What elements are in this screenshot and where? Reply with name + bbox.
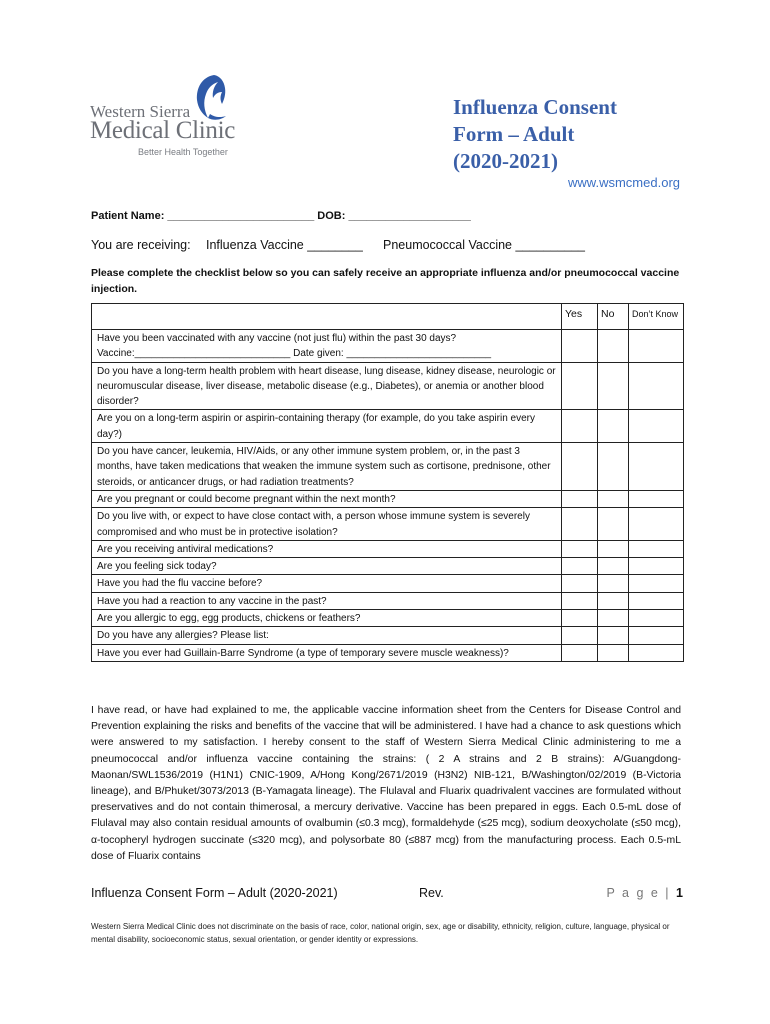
answer-dont-know-cell[interactable] xyxy=(629,592,684,609)
table-row xyxy=(92,627,684,644)
question-text: Do you have a long-term health problem with heart disease, lung disease, kidney disease, neurologic or neuromuscular disease, liver disease, metabolic disease (e.g., Diabetes), or anemia or another blood disorder? xyxy=(97,365,556,408)
form-title xyxy=(453,94,617,175)
question-cell xyxy=(92,558,562,575)
answer-dont-know-cell[interactable] xyxy=(629,575,684,592)
table-row xyxy=(92,490,684,507)
question-text: Are you on a long-term aspirin or aspirin-containing therapy (for example, do you take aspirin every day?) xyxy=(97,413,535,440)
clinic-logo xyxy=(90,74,250,164)
answer-no-cell[interactable] xyxy=(598,575,629,592)
answer-no-cell[interactable] xyxy=(598,540,629,557)
answer-no-cell[interactable] xyxy=(598,627,629,644)
answer-yes-cell[interactable] xyxy=(562,362,598,410)
answer-dont-know-cell[interactable] xyxy=(629,627,684,644)
header-dont-know: Don’t Know xyxy=(629,304,684,330)
question-text: Are you allergic to egg, egg products, chickens or feathers? xyxy=(97,613,361,625)
question-cell xyxy=(92,540,562,557)
header-question xyxy=(92,304,562,330)
answer-dont-know-cell[interactable] xyxy=(629,644,684,661)
question-text: Do you live with, or expect to have close contact with, a person whose immune system is severely compromised and who must be in protective isolation? xyxy=(97,511,530,538)
question-cell xyxy=(92,508,562,541)
answer-yes-cell[interactable] xyxy=(562,644,598,661)
answer-yes-cell[interactable] xyxy=(562,508,598,541)
answer-no-cell[interactable] xyxy=(598,362,629,410)
answer-dont-know-cell[interactable] xyxy=(629,330,684,363)
question-cell xyxy=(92,490,562,507)
logo-line-1: Western Sierra xyxy=(90,102,191,121)
answer-yes-cell[interactable] xyxy=(562,575,598,592)
receiving-row xyxy=(91,238,585,252)
table-row xyxy=(92,508,684,541)
answer-yes-cell[interactable] xyxy=(562,443,598,491)
answer-yes-cell[interactable] xyxy=(562,410,598,443)
answer-yes-cell[interactable] xyxy=(562,610,598,627)
answer-yes-cell[interactable] xyxy=(562,540,598,557)
question-text: Do you have cancer, leukemia, HIV/Aids, or any other immune system problem, or, in the past 3 months, have taken medications that weaken the immune system such as cortisone, prednisone, other steroids, or anticancer drugs, or had radiation treatments? xyxy=(97,446,551,488)
consent-statement: I have read, or have had explained to me, the applicable vaccine information sheet from the Centers for Disease Control and Prevention explaining the risks and benefits of the vaccine that will be administered. I have had a chance to ask questions which were answered to my satisfaction. I hereby consent to the staff of Western Sierra Medical Clinic administering to me a pneumococcal and/or influenza vaccine containing the strains: ( 2 A strains and 2 B strains): A/Guangdong-Maonan/SWL1536/2019 (H1N1) CNIC-1909, A/Hong Kong/2671/2019 (H3N2) NIB-121, B/Washington/02/2019 (B-Victoria lineage), and B/Phuket/3073/2013 (B-Yamagata lineage). The Flulaval and Fluarix quadrivalent vaccines are formulated without preservatives and do not contain thimerosal, a mercury derivative. Vaccine has been prepared in eggs. Each 0.5-mL dose of Flulaval may also contain residual amounts of ovalbumin (≤0.3 mcg), formaldehyde (≤25 mcg), sodium deoxycholate (≤50 mcg), α-tocopheryl hydrogen succinate (≤320 mcg), and polysorbate 80 (≤887 mcg) from the manufacturing process. Each 0.5-mL dose of Fluarix contains xyxy=(91,705,681,862)
footer-rev: Rev. xyxy=(419,886,444,900)
question-subfield[interactable]: Vaccine:____________________________ Date given: __________________________ xyxy=(97,348,492,360)
answer-yes-cell[interactable] xyxy=(562,490,598,507)
question-text: Are you pregnant or could become pregnant within the next month? xyxy=(97,493,396,505)
nondiscrimination-disclaimer: Western Sierra Medical Clinic does not discriminate on the basis of race, color, national origin, sex, age or disability, ethnicity, religion, culture, language, physical or mental disability, socioeconomic status, sexual orientation, or gender identity or expressions. xyxy=(91,922,670,944)
table-row xyxy=(92,558,684,575)
question-text: Do you have any allergies? Please list: xyxy=(97,630,269,642)
table-row xyxy=(92,410,684,443)
answer-no-cell[interactable] xyxy=(598,410,629,443)
answer-dont-know-cell[interactable] xyxy=(629,508,684,541)
checklist-body xyxy=(92,330,684,662)
answer-dont-know-cell[interactable] xyxy=(629,443,684,491)
website-link[interactable]: www.wsmcmed.org xyxy=(568,175,680,190)
answer-no-cell[interactable] xyxy=(598,508,629,541)
answer-dont-know-cell[interactable] xyxy=(629,558,684,575)
table-row xyxy=(92,540,684,557)
table-row xyxy=(92,610,684,627)
answer-no-cell[interactable] xyxy=(598,558,629,575)
title-line-1: Influenza Consent xyxy=(453,95,617,119)
question-cell xyxy=(92,627,562,644)
answer-dont-know-cell[interactable] xyxy=(629,490,684,507)
answer-no-cell[interactable] xyxy=(598,592,629,609)
question-text: Have you ever had Guillain-Barre Syndrome (a type of temporary severe muscle weakness)? xyxy=(97,647,509,659)
question-cell xyxy=(92,362,562,410)
question-cell xyxy=(92,575,562,592)
table-row xyxy=(92,362,684,410)
answer-no-cell[interactable] xyxy=(598,490,629,507)
table-row xyxy=(92,644,684,661)
question-cell xyxy=(92,592,562,609)
influenza-vaccine-field[interactable]: Influenza Vaccine ________ xyxy=(206,238,363,252)
answer-dont-know-cell[interactable] xyxy=(629,362,684,410)
question-text: Have you had a reaction to any vaccine in the past? xyxy=(97,595,327,607)
answer-no-cell[interactable] xyxy=(598,330,629,363)
title-line-2: Form – Adult xyxy=(453,122,575,146)
question-cell xyxy=(92,644,562,661)
answer-no-cell[interactable] xyxy=(598,610,629,627)
question-cell xyxy=(92,610,562,627)
answer-dont-know-cell[interactable] xyxy=(629,610,684,627)
question-text: Are you receiving antiviral medications? xyxy=(97,543,274,555)
answer-yes-cell[interactable] xyxy=(562,330,598,363)
pneumococcal-vaccine-field[interactable]: Pneumococcal Vaccine __________ xyxy=(383,238,585,252)
footer-page xyxy=(606,886,683,900)
table-row xyxy=(92,592,684,609)
question-text: Have you been vaccinated with any vaccine (not just flu) within the past 30 days? xyxy=(97,333,457,344)
table-row xyxy=(92,575,684,592)
answer-dont-know-cell[interactable] xyxy=(629,410,684,443)
answer-yes-cell[interactable] xyxy=(562,558,598,575)
logo-line-2: Medical Clinic xyxy=(90,117,236,144)
answer-dont-know-cell[interactable] xyxy=(629,540,684,557)
question-text: Are you feeling sick today? xyxy=(97,561,217,573)
answer-yes-cell[interactable] xyxy=(562,592,598,609)
screening-checklist-table xyxy=(91,303,684,662)
answer-no-cell[interactable] xyxy=(598,443,629,491)
page-label: P a g e | xyxy=(606,886,671,900)
patient-name-dob-field[interactable]: Patient Name: ________________________ DOB: ____________________ xyxy=(91,210,471,222)
title-line-3: (2020-2021) xyxy=(453,149,558,173)
question-cell xyxy=(92,330,562,363)
question-cell xyxy=(92,443,562,491)
page-footer xyxy=(91,886,683,904)
logo-tagline: Better Health Together xyxy=(138,147,228,157)
header-no: No xyxy=(598,304,629,330)
answer-no-cell[interactable] xyxy=(598,644,629,661)
checklist-instructions: Please complete the checklist below so you can safely receive an appropriate influenza and/or pneumococcal vaccine injection. xyxy=(91,267,680,295)
receiving-label: You are receiving: xyxy=(91,238,191,252)
table-row xyxy=(92,330,684,363)
header-yes: Yes xyxy=(562,304,598,330)
answer-yes-cell[interactable] xyxy=(562,627,598,644)
page-number: 1 xyxy=(676,886,683,900)
table-header-row xyxy=(92,304,684,330)
question-text: Have you had the flu vaccine before? xyxy=(97,578,263,590)
question-cell xyxy=(92,410,562,443)
footer-title: Influenza Consent Form – Adult (2020-2021) xyxy=(91,886,338,900)
table-row xyxy=(92,443,684,491)
